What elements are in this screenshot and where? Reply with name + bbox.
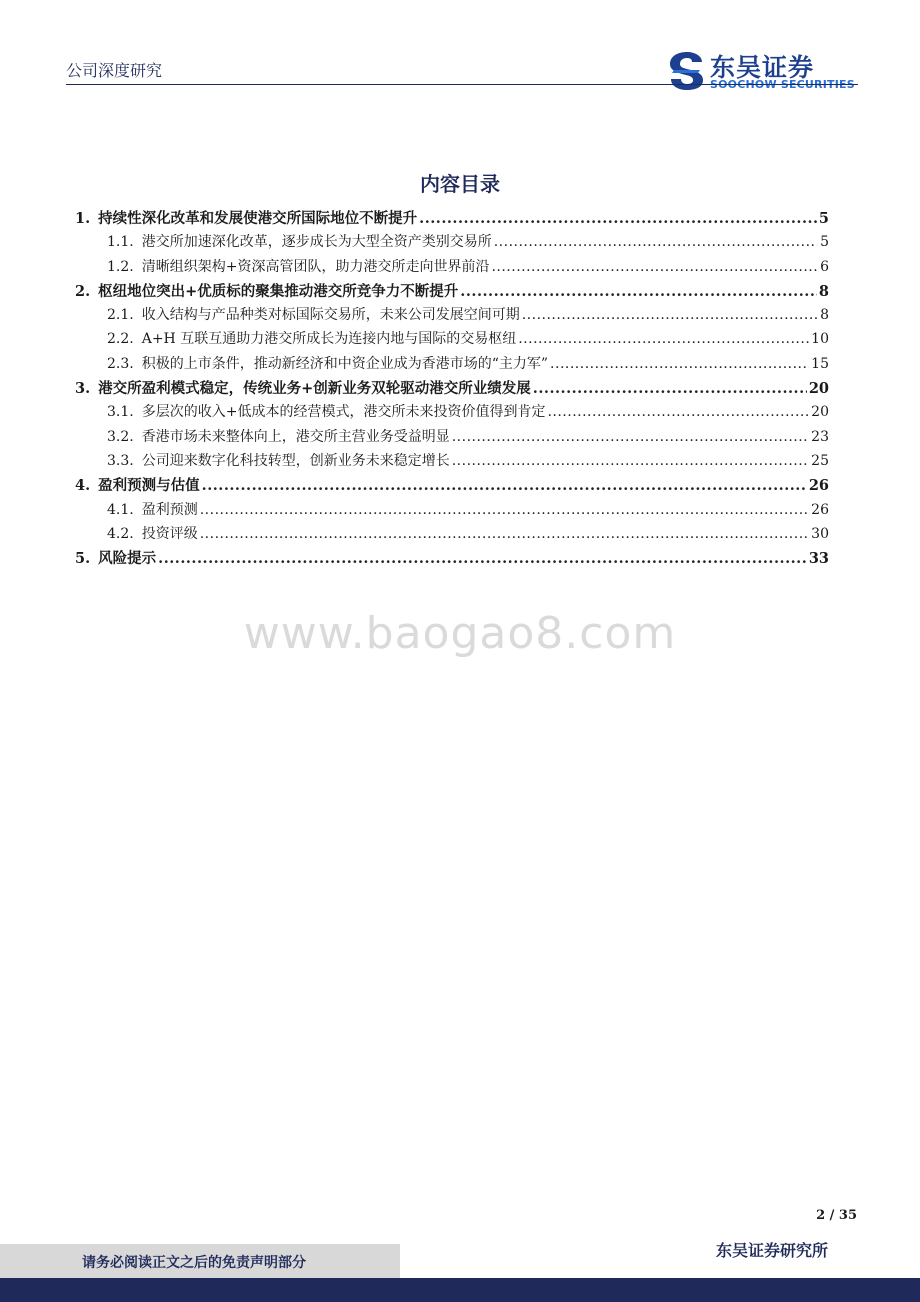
toc-entry-title: 收入结构与产品种类对标国际交易所，未来公司发展空间可期 xyxy=(141,307,520,324)
footer-bar xyxy=(0,1278,920,1302)
toc-entry-title: 港交所加速深化改革，逐步成长为大型全资产类别交易所 xyxy=(141,234,492,251)
report-type-label: 公司深度研究 xyxy=(66,61,163,80)
toc-entry[interactable] xyxy=(75,207,829,231)
toc-entry-title: 港交所盈利模式稳定，传统业务+创新业务双轮驱动港交所业绩发展 xyxy=(98,380,531,398)
toc-entry-page: 26 xyxy=(811,501,829,518)
header-divider xyxy=(66,84,858,85)
toc-entry-page: 10 xyxy=(811,331,829,348)
toc-entry[interactable] xyxy=(75,474,829,498)
toc-entry-number: 3.3. xyxy=(107,452,134,469)
toc-entry-number: 3.1. xyxy=(107,404,134,421)
watermark: www.baogao8.com xyxy=(243,608,677,659)
toc-entry[interactable] xyxy=(75,547,829,571)
toc-entry-number: 3.2. xyxy=(107,428,134,445)
toc-entry-page: 26 xyxy=(808,477,829,495)
toc-leader-dots xyxy=(452,429,809,445)
toc-entry[interactable] xyxy=(75,280,829,304)
toc-entry-title: 公司迎来数字化科技转型，创新业务未来稳定增长 xyxy=(141,452,450,469)
toc-entry-page: 6 xyxy=(820,258,829,275)
footer-disclaimer: 请务必阅读正文之后的免责声明部分 xyxy=(82,1255,306,1271)
toc-entry-title: A+H 互联互通助力港交所成长为连接内地与国际的交易枢纽 xyxy=(141,331,517,348)
toc-leader-dots xyxy=(494,234,817,250)
toc-entry[interactable] xyxy=(75,401,829,425)
table-of-contents xyxy=(75,207,829,571)
toc-entry[interactable] xyxy=(75,328,829,352)
toc-entry-title: 盈利预测与估值 xyxy=(98,477,200,495)
toc-entry-title: 清晰组织架构+资深高管团队，助力港交所走向世界前沿 xyxy=(141,258,490,275)
toc-entry-title: 积极的上市条件，推动新经济和中资企业成为香港市场的“主力军” xyxy=(141,355,549,372)
toc-entry[interactable] xyxy=(75,450,829,474)
toc-entry-number: 5. xyxy=(75,550,91,568)
toc-entry[interactable] xyxy=(75,499,829,523)
toc-entry-page: 8 xyxy=(818,282,829,300)
logo-chinese-text: 东吴证券 xyxy=(710,53,815,82)
toc-entry-title: 香港市场未来整体向上，港交所主营业务受益明显 xyxy=(141,428,450,445)
toc-entry[interactable] xyxy=(75,304,829,328)
toc-leader-dots xyxy=(202,477,807,494)
toc-entry[interactable] xyxy=(75,353,829,377)
toc-entry-title: 枢纽地位突出+优质标的聚集推动港交所竞争力不断提升 xyxy=(98,282,459,300)
toc-entry-number: 2.2. xyxy=(107,331,134,348)
toc-entry-page: 25 xyxy=(811,452,829,469)
toc-entry[interactable] xyxy=(75,231,829,255)
toc-title: 内容目录 xyxy=(420,172,500,196)
toc-entry-number: 2.1. xyxy=(107,307,134,324)
toc-leader-dots xyxy=(533,380,807,397)
toc-entry-number: 2.3. xyxy=(107,355,134,372)
toc-entry-page: 20 xyxy=(811,404,829,421)
toc-entry-page: 5 xyxy=(818,210,829,227)
toc-entry-number: 1. xyxy=(75,210,91,227)
toc-leader-dots xyxy=(547,404,809,420)
toc-leader-dots xyxy=(200,502,809,518)
toc-entry-title: 盈利预测 xyxy=(141,501,198,518)
toc-entry[interactable] xyxy=(75,523,829,547)
toc-entry-title: 风险提示 xyxy=(98,550,157,568)
logo-english-text: SOOCHOW SECURITIES xyxy=(710,78,855,91)
toc-entry[interactable] xyxy=(75,377,829,401)
page-number: 2 / 35 xyxy=(816,1208,857,1223)
toc-entry-number: 4.1. xyxy=(107,501,134,518)
toc-entry-page: 30 xyxy=(811,525,829,542)
toc-entry-page: 23 xyxy=(811,428,829,445)
toc-leader-dots xyxy=(518,331,809,347)
toc-leader-dots xyxy=(550,356,809,372)
toc-leader-dots xyxy=(158,550,807,567)
company-logo xyxy=(668,50,858,94)
toc-leader-dots xyxy=(419,210,817,227)
toc-entry-title: 投资评级 xyxy=(141,525,198,542)
footer-company-name: 东吴证券研究所 xyxy=(715,1241,828,1260)
toc-entry-page: 20 xyxy=(808,380,829,398)
toc-leader-dots xyxy=(522,307,817,323)
toc-leader-dots xyxy=(460,283,817,300)
toc-entry-page: 8 xyxy=(820,307,829,324)
toc-entry-number: 1.2. xyxy=(107,258,134,275)
toc-entry-page: 33 xyxy=(808,550,829,568)
toc-entry-title: 持续性深化改革和发展使港交所国际地位不断提升 xyxy=(98,210,418,227)
toc-entry-number: 4. xyxy=(75,477,91,495)
toc-entry-number: 3. xyxy=(75,380,91,398)
toc-entry-title: 多层次的收入+低成本的经营模式，港交所未来投资价值得到肯定 xyxy=(141,404,546,421)
toc-entry-page: 5 xyxy=(820,234,829,251)
toc-entry[interactable] xyxy=(75,256,829,280)
toc-leader-dots xyxy=(491,259,817,275)
toc-entry-number: 4.2. xyxy=(107,525,134,542)
toc-leader-dots xyxy=(452,453,809,469)
toc-entry-number: 2. xyxy=(75,282,91,300)
toc-entry-number: 1.1. xyxy=(107,234,134,251)
toc-leader-dots xyxy=(200,526,809,542)
toc-entry[interactable] xyxy=(75,426,829,450)
toc-entry-page: 15 xyxy=(811,355,829,372)
